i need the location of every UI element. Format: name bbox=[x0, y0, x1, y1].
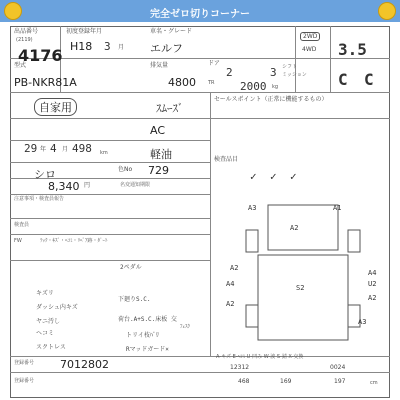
unit-cm: cm bbox=[370, 380, 378, 386]
cab-outline bbox=[268, 205, 338, 250]
model-label: 型式 bbox=[14, 62, 27, 69]
mascot-icon-left bbox=[4, 2, 22, 20]
inspector-label: 検査員 bbox=[14, 222, 30, 228]
sales-point-label: セールスポイント（正常に機能するもの） bbox=[214, 96, 328, 103]
price-unit: 円 bbox=[84, 182, 91, 189]
inspection-year: 29 bbox=[24, 142, 38, 155]
mission-label: ミッション bbox=[282, 72, 307, 78]
color-code: 729 bbox=[148, 164, 169, 177]
check-mark-1: ✓ bbox=[250, 170, 257, 183]
drive-4wd: 4WD bbox=[302, 46, 317, 53]
shift-label: シフト bbox=[282, 64, 298, 70]
tr-label: TR bbox=[208, 80, 215, 86]
mark-3: A2 bbox=[290, 224, 299, 232]
note-line-8: 荷台.A+S.C.床板 交 bbox=[118, 316, 177, 323]
note-line-5: ヘコミ bbox=[36, 330, 55, 337]
wheel-fr bbox=[348, 230, 360, 252]
wheel-fl bbox=[246, 230, 258, 252]
fw-label: FW bbox=[14, 238, 22, 244]
length: 468 bbox=[238, 378, 250, 385]
height: 197 bbox=[334, 378, 346, 385]
note-line-11: Rマッドガード× bbox=[126, 346, 169, 353]
first-reg-label: 初度登録年月 bbox=[66, 28, 103, 35]
grade-interior: C bbox=[338, 70, 348, 89]
note-line-3: ダッシュ内キズ bbox=[36, 304, 78, 311]
lot-number: 4176 bbox=[18, 46, 63, 65]
legend: A-キズ E-ﾍｺﾐ U-凹み W-波 S-錆 X-交換 bbox=[216, 354, 304, 360]
handwritten-note: ｽﾑｰｽﾞ bbox=[156, 102, 184, 115]
mark-9: A2 bbox=[226, 300, 235, 308]
month-unit: 月 bbox=[118, 44, 125, 51]
capacity-unit: kg bbox=[272, 84, 279, 90]
first-reg-month: 3 bbox=[104, 40, 111, 53]
mileage: 498 bbox=[72, 142, 92, 155]
capacity: 2000 bbox=[240, 80, 267, 93]
reg-number: 7012802 bbox=[60, 358, 109, 371]
reg-label: 登録番号 bbox=[14, 360, 35, 366]
note-line-7: 下廻りS.C. bbox=[118, 296, 151, 303]
lot-label: 出品番号 bbox=[14, 28, 39, 35]
fuel: 軽油 bbox=[150, 148, 172, 161]
mark-1: A3 bbox=[248, 204, 257, 212]
ac-label: AC bbox=[150, 124, 166, 137]
model: PB-NKR81A bbox=[14, 76, 77, 89]
drive-2wd: 2WD bbox=[300, 32, 320, 41]
inspector-note-label: 注意事項・検査員報告 bbox=[14, 196, 65, 202]
doors: 2 bbox=[226, 66, 233, 79]
last-label: 登録番号 bbox=[14, 378, 35, 384]
displacement: 4800 bbox=[168, 76, 196, 89]
mascot-icon-right bbox=[378, 2, 396, 20]
year-unit: 年 bbox=[40, 146, 47, 153]
month-unit-2: 月 bbox=[62, 146, 69, 153]
note-line-10: トリイ枝ﾊﾞﾘ bbox=[126, 332, 159, 339]
dim1: 12312 bbox=[230, 364, 250, 371]
damage-diagram bbox=[218, 200, 388, 350]
bed-outline bbox=[258, 255, 348, 340]
mark-4: S2 bbox=[296, 284, 305, 292]
color: シロ bbox=[34, 168, 56, 181]
usage: 自家用 bbox=[34, 98, 77, 116]
check-mark-2: ✓ bbox=[270, 170, 277, 183]
dim2: 0024 bbox=[330, 364, 346, 371]
displacement-label: 排気量 bbox=[150, 62, 169, 69]
mark-10: A3 bbox=[358, 318, 367, 326]
inspect-items-label: 検査品目 bbox=[214, 156, 239, 163]
mileage-unit: km bbox=[100, 150, 108, 156]
car-name: エルフ bbox=[150, 42, 183, 55]
first-reg-year: H18 bbox=[70, 40, 93, 53]
doors-label: ドア bbox=[208, 60, 220, 67]
color-code-label: 色No bbox=[118, 166, 133, 173]
width: 169 bbox=[280, 378, 292, 385]
lot-sub: (2119) bbox=[16, 37, 33, 43]
note-line-2: キズリ bbox=[36, 290, 54, 297]
mark-6: A4 bbox=[368, 269, 377, 277]
banner-title: 完全ゼロ切りコーナー bbox=[150, 9, 250, 20]
grade-exterior: C bbox=[364, 70, 374, 89]
body-items: ﾗｯｸ・ｷｽﾞ・ﾍｺﾐ・ﾘﾍﾟｱ跡・ﾀﾞｰﾄ bbox=[40, 238, 108, 244]
car-name-label: 車名・グレード bbox=[150, 28, 193, 35]
mark-5: A2 bbox=[230, 264, 239, 272]
note-line-1: 2ペダル bbox=[120, 264, 142, 271]
note-line-4: ヤニ汚し bbox=[36, 318, 61, 325]
price: 8,340 bbox=[48, 180, 80, 193]
mark-2: A1 bbox=[333, 204, 342, 212]
inspection-month: 4 bbox=[50, 142, 57, 155]
seats: 3 bbox=[270, 66, 277, 79]
check-mark-3: ✓ bbox=[290, 170, 297, 183]
note-line-9: ﾌｪｽｸ bbox=[180, 324, 191, 330]
tax-label: 名変通知期限 bbox=[120, 182, 151, 188]
mark-7: U2 bbox=[368, 280, 377, 288]
mark-11: A2 bbox=[368, 294, 377, 302]
note-line-6: スクトレス bbox=[36, 344, 66, 351]
mark-8: A4 bbox=[226, 280, 235, 288]
wheel-rl bbox=[246, 305, 258, 327]
score: 3.5 bbox=[338, 40, 367, 59]
